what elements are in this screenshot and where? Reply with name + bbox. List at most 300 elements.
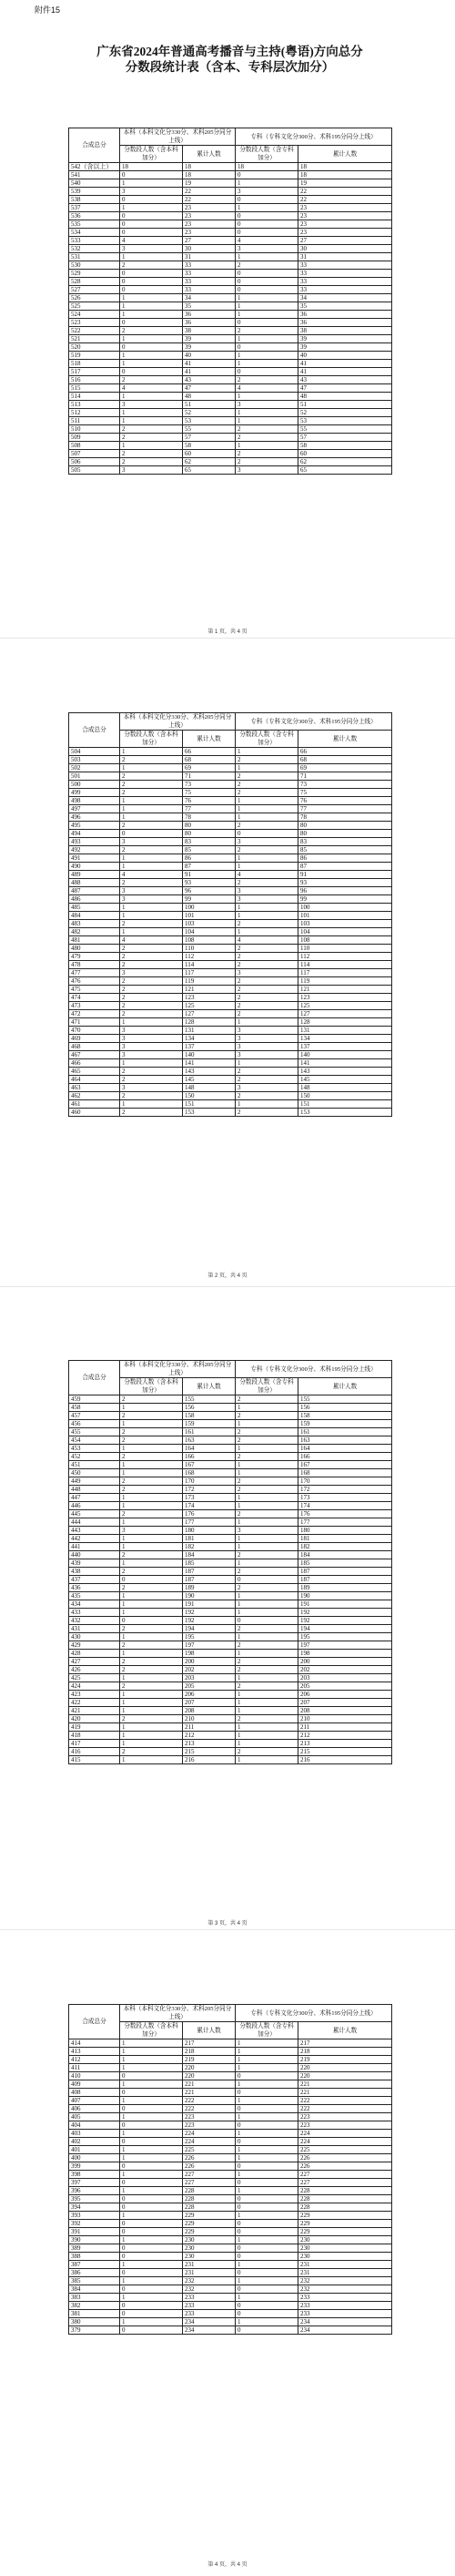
header-college-cumulative: 累计人数 bbox=[298, 1378, 392, 1395]
cell-undergrad-cumulative: 68 bbox=[183, 756, 236, 764]
cell-undergrad-count: 0 bbox=[120, 2179, 183, 2187]
table-row bbox=[69, 1740, 392, 1748]
cell-college-count: 1 bbox=[236, 2064, 298, 2072]
cell-undergrad-count: 2 bbox=[120, 772, 183, 781]
cell-undergrad-count: 2 bbox=[120, 327, 183, 335]
cell-college-cumulative: 125 bbox=[298, 1002, 392, 1010]
cell-college-cumulative: 213 bbox=[298, 1740, 392, 1748]
cell-score: 502 bbox=[69, 764, 120, 772]
cell-score: 430 bbox=[69, 1633, 120, 1641]
cell-college-cumulative: 229 bbox=[298, 2212, 392, 2220]
table-row bbox=[69, 270, 392, 278]
cell-college-count: 3 bbox=[236, 245, 298, 253]
cell-undergrad-count: 2 bbox=[120, 1092, 183, 1100]
cell-undergrad-cumulative: 87 bbox=[183, 863, 236, 871]
cell-undergrad-count: 2 bbox=[120, 789, 183, 797]
table-row bbox=[69, 204, 392, 212]
cell-college-cumulative: 232 bbox=[298, 2277, 392, 2285]
cell-undergrad-count: 1 bbox=[120, 928, 183, 936]
table-row bbox=[69, 912, 392, 920]
cell-college-count: 2 bbox=[236, 846, 298, 854]
cell-score: 484 bbox=[69, 912, 120, 920]
cell-undergrad-count: 2 bbox=[120, 1010, 183, 1018]
table-row bbox=[69, 171, 392, 179]
cell-undergrad-cumulative: 159 bbox=[183, 1420, 236, 1428]
cell-college-cumulative: 143 bbox=[298, 1068, 392, 1076]
cell-undergrad-count: 1 bbox=[120, 417, 183, 425]
cell-undergrad-count: 1 bbox=[120, 1420, 183, 1428]
cell-college-count: 2 bbox=[236, 789, 298, 797]
cell-score: 533 bbox=[69, 237, 120, 245]
cell-college-cumulative: 228 bbox=[298, 2195, 392, 2203]
cell-undergrad-cumulative: 75 bbox=[183, 789, 236, 797]
cell-college-count: 1 bbox=[236, 1707, 298, 1715]
cell-score: 495 bbox=[69, 822, 120, 830]
cell-score: 489 bbox=[69, 871, 120, 879]
cell-college-cumulative: 168 bbox=[298, 1469, 392, 1477]
cell-undergrad-cumulative: 233 bbox=[183, 2302, 236, 2310]
cell-college-cumulative: 86 bbox=[298, 854, 392, 863]
cell-undergrad-cumulative: 228 bbox=[183, 2187, 236, 2195]
cell-undergrad-count: 1 bbox=[120, 1674, 183, 1682]
cell-undergrad-count: 1 bbox=[120, 748, 183, 756]
cell-college-count: 0 bbox=[236, 2253, 298, 2261]
table-row bbox=[69, 2179, 392, 2187]
cell-undergrad-cumulative: 173 bbox=[183, 1494, 236, 1502]
cell-college-count: 1 bbox=[236, 2294, 298, 2302]
cell-college-cumulative: 230 bbox=[298, 2244, 392, 2253]
table-row bbox=[69, 261, 392, 270]
cell-score: 382 bbox=[69, 2302, 120, 2310]
cell-undergrad-count: 0 bbox=[120, 2244, 183, 2253]
cell-college-cumulative: 153 bbox=[298, 1109, 392, 1117]
table-row bbox=[69, 360, 392, 368]
cell-score: 505 bbox=[69, 466, 120, 475]
cell-college-cumulative: 65 bbox=[298, 466, 392, 475]
cell-undergrad-cumulative: 208 bbox=[183, 1707, 236, 1715]
cell-score: 407 bbox=[69, 2097, 120, 2105]
table-row bbox=[69, 409, 392, 417]
table-row bbox=[69, 2302, 392, 2310]
cell-undergrad-count: 3 bbox=[120, 887, 183, 895]
cell-college-count: 2 bbox=[236, 1568, 298, 1576]
cell-undergrad-count: 0 bbox=[120, 2228, 183, 2236]
cell-college-cumulative: 170 bbox=[298, 1477, 392, 1486]
cell-college-count: 2 bbox=[236, 953, 298, 961]
cell-undergrad-cumulative: 65 bbox=[183, 466, 236, 475]
cell-undergrad-count: 2 bbox=[120, 1109, 183, 1117]
table-row bbox=[69, 2154, 392, 2162]
cell-undergrad-count: 0 bbox=[120, 343, 183, 352]
cell-undergrad-cumulative: 230 bbox=[183, 2244, 236, 2253]
cell-college-cumulative: 163 bbox=[298, 1436, 392, 1445]
cell-college-count: 1 bbox=[236, 2318, 298, 2326]
cell-score: 406 bbox=[69, 2105, 120, 2113]
cell-college-cumulative: 206 bbox=[298, 1691, 392, 1699]
table-row bbox=[69, 977, 392, 986]
cell-undergrad-count: 2 bbox=[120, 458, 183, 466]
cell-college-count: 1 bbox=[236, 352, 298, 360]
cell-college-count: 1 bbox=[236, 1502, 298, 1510]
cell-score: 483 bbox=[69, 920, 120, 928]
cell-undergrad-cumulative: 108 bbox=[183, 936, 236, 945]
page-1 bbox=[0, 0, 455, 638]
cell-undergrad-count: 2 bbox=[120, 1510, 183, 1518]
cell-undergrad-cumulative: 213 bbox=[183, 1740, 236, 1748]
table-row bbox=[69, 813, 392, 822]
cell-undergrad-count: 2 bbox=[120, 986, 183, 994]
cell-undergrad-cumulative: 33 bbox=[183, 278, 236, 286]
cell-undergrad-cumulative: 52 bbox=[183, 409, 236, 417]
cell-college-cumulative: 164 bbox=[298, 1445, 392, 1453]
cell-college-cumulative: 123 bbox=[298, 994, 392, 1002]
cell-college-count: 2 bbox=[236, 450, 298, 458]
cell-undergrad-count: 1 bbox=[120, 360, 183, 368]
cell-score: 437 bbox=[69, 1576, 120, 1584]
cell-college-count: 2 bbox=[236, 945, 298, 953]
cell-undergrad-count: 0 bbox=[120, 1576, 183, 1584]
cell-college-cumulative: 60 bbox=[298, 450, 392, 458]
cell-undergrad-cumulative: 148 bbox=[183, 1084, 236, 1092]
cell-score: 462 bbox=[69, 1092, 120, 1100]
cell-undergrad-count: 3 bbox=[120, 401, 183, 409]
cell-undergrad-cumulative: 19 bbox=[183, 179, 236, 188]
cell-score: 384 bbox=[69, 2285, 120, 2294]
cell-college-count: 0 bbox=[236, 220, 298, 229]
cell-college-cumulative: 158 bbox=[298, 1412, 392, 1420]
table-row bbox=[69, 945, 392, 953]
cell-college-count: 3 bbox=[236, 895, 298, 904]
cell-undergrad-cumulative: 35 bbox=[183, 302, 236, 311]
cell-score: 496 bbox=[69, 813, 120, 822]
cell-undergrad-count: 1 bbox=[120, 1756, 183, 1764]
cell-undergrad-cumulative: 211 bbox=[183, 1723, 236, 1732]
cell-college-cumulative: 128 bbox=[298, 1018, 392, 1027]
cell-score: 427 bbox=[69, 1658, 120, 1666]
table-row bbox=[69, 1018, 392, 1027]
cell-undergrad-cumulative: 112 bbox=[183, 953, 236, 961]
table-row bbox=[69, 2121, 392, 2130]
cell-undergrad-cumulative: 166 bbox=[183, 1453, 236, 1461]
cell-college-cumulative: 78 bbox=[298, 813, 392, 822]
table-row bbox=[69, 2228, 392, 2236]
table-row bbox=[69, 352, 392, 360]
cell-college-count: 1 bbox=[236, 335, 298, 343]
cell-score: 490 bbox=[69, 863, 120, 871]
cell-score: 472 bbox=[69, 1010, 120, 1018]
cell-score: 447 bbox=[69, 1494, 120, 1502]
cell-score: 445 bbox=[69, 1510, 120, 1518]
table-row bbox=[69, 1453, 392, 1461]
cell-college-count: 1 bbox=[236, 253, 298, 261]
cell-score: 482 bbox=[69, 928, 120, 936]
cell-college-cumulative: 80 bbox=[298, 822, 392, 830]
table-row bbox=[69, 1732, 392, 1740]
cell-undergrad-count: 2 bbox=[120, 822, 183, 830]
table-row bbox=[69, 1559, 392, 1568]
table-row bbox=[69, 163, 392, 171]
cell-college-count: 1 bbox=[236, 393, 298, 401]
cell-college-cumulative: 185 bbox=[298, 1559, 392, 1568]
cell-score: 383 bbox=[69, 2294, 120, 2302]
cell-college-count: 0 bbox=[236, 212, 298, 220]
table-row bbox=[69, 311, 392, 319]
score-table-page-1 bbox=[68, 128, 392, 475]
cell-score: 399 bbox=[69, 2162, 120, 2171]
cell-college-count: 2 bbox=[236, 994, 298, 1002]
cell-undergrad-cumulative: 31 bbox=[183, 253, 236, 261]
cell-undergrad-cumulative: 36 bbox=[183, 311, 236, 319]
table-row bbox=[69, 1699, 392, 1707]
cell-score: 510 bbox=[69, 425, 120, 434]
cell-college-cumulative: 48 bbox=[298, 393, 392, 401]
cell-undergrad-cumulative: 119 bbox=[183, 977, 236, 986]
table-row bbox=[69, 2244, 392, 2253]
cell-undergrad-count: 1 bbox=[120, 1609, 183, 1617]
cell-college-cumulative: 223 bbox=[298, 2121, 392, 2130]
attachment-label: 附件15 bbox=[35, 5, 61, 15]
cell-undergrad-cumulative: 195 bbox=[183, 1633, 236, 1641]
cell-score: 466 bbox=[69, 1059, 120, 1068]
cell-college-cumulative: 33 bbox=[298, 261, 392, 270]
cell-score: 491 bbox=[69, 854, 120, 863]
cell-college-cumulative: 103 bbox=[298, 920, 392, 928]
table-row bbox=[69, 1518, 392, 1527]
cell-score: 404 bbox=[69, 2121, 120, 2130]
cell-college-cumulative: 36 bbox=[298, 311, 392, 319]
cell-undergrad-count: 18 bbox=[120, 163, 183, 171]
cell-score: 415 bbox=[69, 1756, 120, 1764]
cell-college-count: 1 bbox=[236, 2056, 298, 2064]
cell-undergrad-cumulative: 218 bbox=[183, 2048, 236, 2056]
cell-undergrad-count: 3 bbox=[120, 1084, 183, 1092]
cell-undergrad-count: 1 bbox=[120, 352, 183, 360]
cell-college-count: 2 bbox=[236, 261, 298, 270]
table-row bbox=[69, 2318, 392, 2326]
table-row bbox=[69, 1084, 392, 1092]
cell-undergrad-count: 2 bbox=[120, 1625, 183, 1633]
cell-college-cumulative: 219 bbox=[298, 2056, 392, 2064]
table-row bbox=[69, 2253, 392, 2261]
cell-score: 539 bbox=[69, 188, 120, 196]
cell-undergrad-cumulative: 163 bbox=[183, 1436, 236, 1445]
table-row bbox=[69, 1609, 392, 1617]
table-row bbox=[69, 319, 392, 327]
table-row bbox=[69, 212, 392, 220]
header-college-group: 专科（专科文化分300分、术科195分同分上线） bbox=[236, 2005, 392, 2022]
cell-undergrad-cumulative: 83 bbox=[183, 838, 236, 846]
table-row bbox=[69, 196, 392, 204]
cell-college-count: 1 bbox=[236, 1404, 298, 1412]
cell-college-cumulative: 228 bbox=[298, 2187, 392, 2195]
cell-undergrad-count: 2 bbox=[120, 945, 183, 953]
table-row bbox=[69, 1469, 392, 1477]
cell-undergrad-cumulative: 156 bbox=[183, 1404, 236, 1412]
cell-college-count: 1 bbox=[236, 797, 298, 805]
cell-college-cumulative: 18 bbox=[298, 163, 392, 171]
cell-score: 531 bbox=[69, 253, 120, 261]
cell-undergrad-cumulative: 192 bbox=[183, 1609, 236, 1617]
cell-undergrad-count: 2 bbox=[120, 1412, 183, 1420]
cell-college-count: 0 bbox=[236, 830, 298, 838]
cell-college-cumulative: 19 bbox=[298, 179, 392, 188]
cell-college-count: 1 bbox=[236, 1559, 298, 1568]
table-row bbox=[69, 2326, 392, 2335]
cell-undergrad-count: 0 bbox=[120, 2326, 183, 2335]
cell-college-cumulative: 75 bbox=[298, 789, 392, 797]
cell-undergrad-cumulative: 220 bbox=[183, 2064, 236, 2072]
cell-college-cumulative: 220 bbox=[298, 2072, 392, 2080]
cell-college-cumulative: 192 bbox=[298, 1617, 392, 1625]
table-row bbox=[69, 1674, 392, 1682]
cell-score: 519 bbox=[69, 352, 120, 360]
cell-score: 540 bbox=[69, 179, 120, 188]
cell-college-cumulative: 114 bbox=[298, 961, 392, 969]
cell-college-cumulative: 36 bbox=[298, 319, 392, 327]
cell-score: 441 bbox=[69, 1543, 120, 1551]
document-title bbox=[55, 44, 405, 75]
table-row bbox=[69, 417, 392, 425]
cell-college-count: 1 bbox=[236, 1699, 298, 1707]
table-row bbox=[69, 442, 392, 450]
cell-undergrad-count: 0 bbox=[120, 2302, 183, 2310]
table-row bbox=[69, 1633, 392, 1641]
cell-undergrad-count: 1 bbox=[120, 1502, 183, 1510]
cell-college-count: 0 bbox=[236, 2228, 298, 2236]
cell-college-count: 1 bbox=[236, 179, 298, 188]
table-row bbox=[69, 1002, 392, 1010]
cell-college-cumulative: 159 bbox=[298, 1420, 392, 1428]
cell-college-cumulative: 234 bbox=[298, 2318, 392, 2326]
cell-score: 451 bbox=[69, 1461, 120, 1469]
cell-undergrad-count: 4 bbox=[120, 936, 183, 945]
cell-college-count: 1 bbox=[236, 1609, 298, 1617]
cell-college-count: 1 bbox=[236, 417, 298, 425]
cell-undergrad-count: 1 bbox=[120, 2187, 183, 2195]
cell-college-cumulative: 233 bbox=[298, 2310, 392, 2318]
table-row bbox=[69, 1715, 392, 1723]
cell-undergrad-count: 1 bbox=[120, 1723, 183, 1732]
table-row bbox=[69, 1035, 392, 1043]
cell-score: 471 bbox=[69, 1018, 120, 1027]
cell-undergrad-count: 1 bbox=[120, 2097, 183, 2105]
cell-score: 485 bbox=[69, 904, 120, 912]
cell-college-cumulative: 58 bbox=[298, 442, 392, 450]
cell-college-count: 1 bbox=[236, 1059, 298, 1068]
cell-college-cumulative: 23 bbox=[298, 220, 392, 229]
cell-undergrad-cumulative: 41 bbox=[183, 360, 236, 368]
cell-college-count: 3 bbox=[236, 1043, 298, 1051]
cell-college-cumulative: 190 bbox=[298, 1592, 392, 1600]
cell-undergrad-cumulative: 216 bbox=[183, 1756, 236, 1764]
table-row bbox=[69, 805, 392, 813]
cell-undergrad-cumulative: 85 bbox=[183, 846, 236, 854]
cell-score: 433 bbox=[69, 1609, 120, 1617]
cell-college-count: 1 bbox=[236, 1420, 298, 1428]
cell-undergrad-count: 2 bbox=[120, 1666, 183, 1674]
cell-undergrad-cumulative: 180 bbox=[183, 1527, 236, 1535]
table-row bbox=[69, 376, 392, 384]
cell-college-cumulative: 200 bbox=[298, 1658, 392, 1666]
cell-college-count: 0 bbox=[236, 2244, 298, 2253]
table-row bbox=[69, 830, 392, 838]
cell-college-cumulative: 22 bbox=[298, 188, 392, 196]
cell-college-count: 1 bbox=[236, 1674, 298, 1682]
header-undergrad-count: 分数段人数（含本科加分） bbox=[120, 146, 183, 163]
cell-college-count: 2 bbox=[236, 376, 298, 384]
header-score: 合成总分 bbox=[69, 128, 120, 163]
cell-college-count: 2 bbox=[236, 1584, 298, 1592]
table-row bbox=[69, 1420, 392, 1428]
cell-score: 394 bbox=[69, 2203, 120, 2212]
cell-college-count: 1 bbox=[236, 863, 298, 871]
title-line-1: 广东省2024年普通高考播音与主持(粤语)方向总分 bbox=[96, 45, 363, 58]
cell-college-cumulative: 173 bbox=[298, 1494, 392, 1502]
table-row bbox=[69, 466, 392, 475]
cell-college-count: 1 bbox=[236, 1535, 298, 1543]
table-row bbox=[69, 2261, 392, 2269]
cell-score: 513 bbox=[69, 401, 120, 409]
cell-undergrad-count: 0 bbox=[120, 830, 183, 838]
cell-college-count: 0 bbox=[236, 2302, 298, 2310]
cell-college-cumulative: 85 bbox=[298, 846, 392, 854]
cell-score: 423 bbox=[69, 1691, 120, 1699]
cell-undergrad-cumulative: 217 bbox=[183, 2039, 236, 2048]
cell-college-cumulative: 215 bbox=[298, 1748, 392, 1756]
cell-undergrad-count: 1 bbox=[120, 1100, 183, 1109]
cell-college-cumulative: 96 bbox=[298, 887, 392, 895]
cell-undergrad-count: 2 bbox=[120, 879, 183, 887]
cell-undergrad-count: 1 bbox=[120, 2064, 183, 2072]
cell-college-count: 3 bbox=[236, 969, 298, 977]
cell-undergrad-count: 1 bbox=[120, 1740, 183, 1748]
cell-undergrad-cumulative: 228 bbox=[183, 2195, 236, 2203]
cell-undergrad-count: 1 bbox=[120, 1559, 183, 1568]
cell-undergrad-count: 0 bbox=[120, 229, 183, 237]
cell-college-cumulative: 112 bbox=[298, 953, 392, 961]
cell-undergrad-count: 4 bbox=[120, 384, 183, 393]
cell-score: 542（含以上） bbox=[69, 163, 120, 171]
header-undergrad-cumulative: 累计人数 bbox=[183, 146, 236, 163]
table-row bbox=[69, 2048, 392, 2056]
cell-undergrad-cumulative: 227 bbox=[183, 2179, 236, 2187]
cell-college-count: 2 bbox=[236, 1551, 298, 1559]
cell-score: 397 bbox=[69, 2179, 120, 2187]
cell-undergrad-cumulative: 91 bbox=[183, 871, 236, 879]
cell-undergrad-count: 3 bbox=[120, 245, 183, 253]
cell-score: 470 bbox=[69, 1027, 120, 1035]
cell-undergrad-count: 0 bbox=[120, 2121, 183, 2130]
table-row bbox=[69, 2220, 392, 2228]
cell-college-cumulative: 38 bbox=[298, 327, 392, 335]
cell-college-count: 1 bbox=[236, 1723, 298, 1732]
cell-score: 409 bbox=[69, 2080, 120, 2089]
cell-score: 494 bbox=[69, 830, 120, 838]
cell-undergrad-cumulative: 73 bbox=[183, 781, 236, 789]
cell-college-count: 1 bbox=[236, 748, 298, 756]
cell-undergrad-count: 1 bbox=[120, 442, 183, 450]
table-row bbox=[69, 2097, 392, 2105]
cell-undergrad-cumulative: 41 bbox=[183, 368, 236, 376]
table-row bbox=[69, 1412, 392, 1420]
cell-undergrad-count: 2 bbox=[120, 994, 183, 1002]
cell-college-cumulative: 100 bbox=[298, 904, 392, 912]
cell-college-count: 3 bbox=[236, 1527, 298, 1535]
table-row bbox=[69, 1625, 392, 1633]
cell-undergrad-cumulative: 155 bbox=[183, 1395, 236, 1404]
cell-undergrad-cumulative: 23 bbox=[183, 229, 236, 237]
cell-score: 421 bbox=[69, 1707, 120, 1715]
